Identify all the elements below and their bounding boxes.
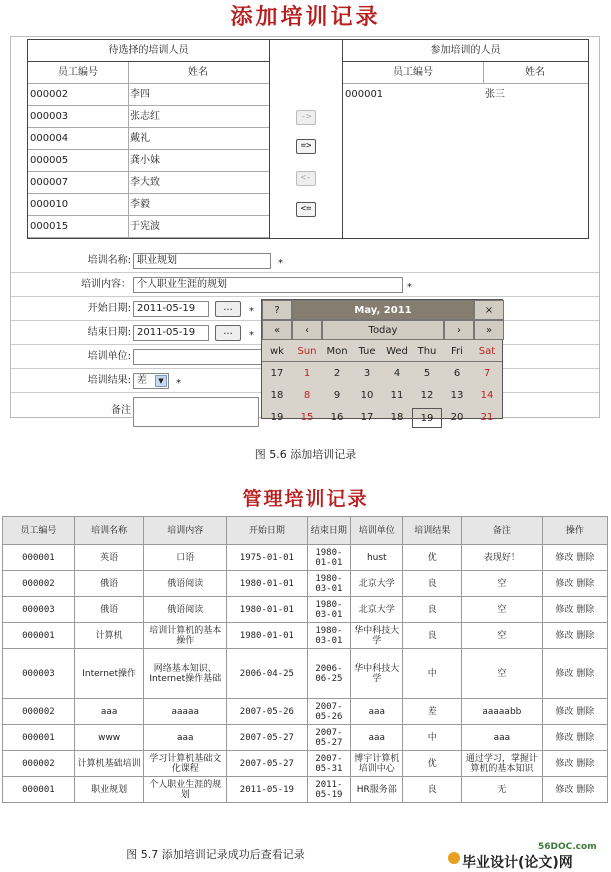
cell-id: 000001 [3, 623, 75, 649]
cell-result: 中 [403, 649, 462, 699]
calendar-title: May, 2011 [292, 300, 474, 320]
training-unit-label: 培训单位: [87, 351, 131, 362]
calendar-weekday-row [262, 342, 502, 362]
cell-unit: 北京大学 [351, 571, 403, 597]
cell-unit: aaa [351, 699, 403, 725]
weekday-thu: Thu [417, 346, 437, 357]
required-mark: * [176, 378, 181, 389]
edit-link[interactable]: 修改 [555, 758, 574, 769]
move-all-left-button[interactable]: <= [296, 202, 316, 217]
cell-unit: 北京大学 [351, 597, 403, 623]
cell-actions [542, 699, 607, 725]
cell-result: 优 [403, 751, 462, 777]
calendar-day[interactable]: 17 [360, 412, 374, 423]
calendar-week-label: wk [270, 346, 284, 357]
table-row [3, 597, 608, 623]
calendar-week-number: 18 [270, 390, 284, 401]
move-all-right-button[interactable]: => [296, 139, 316, 154]
delete-link[interactable]: 删除 [576, 552, 595, 563]
calendar-today-button[interactable]: Today [322, 320, 444, 340]
add-record-screenshot [10, 36, 600, 424]
candidates-panel [28, 40, 270, 238]
cell-end: 2011-05-19 [307, 777, 351, 803]
edit-link[interactable]: 修改 [555, 784, 574, 795]
cell-content: 口语 [144, 545, 227, 571]
delete-link[interactable]: 删除 [576, 604, 595, 615]
table-row [3, 751, 608, 777]
candidate-name: 张志红 [130, 111, 160, 122]
weekday-wed: Wed [386, 346, 408, 357]
cell-remark: 表现好！ [462, 545, 543, 571]
cell-id: 000003 [3, 649, 75, 699]
training-result-select[interactable] [133, 373, 169, 389]
cell-id: 000001 [3, 777, 75, 803]
table-row [3, 699, 608, 725]
cell-unit: hust [351, 545, 403, 571]
logo-globe-icon [448, 852, 460, 864]
calendar-day[interactable]: 18 [390, 412, 404, 423]
table-row [3, 777, 608, 803]
candidate-id: 000004 [30, 133, 69, 144]
cell-actions [542, 623, 607, 649]
cell-start: 2007-05-26 [227, 699, 308, 725]
remark-label: 备注 [111, 405, 131, 416]
start-date-input[interactable]: 2011-05-19 [133, 301, 209, 317]
remark-textarea[interactable] [133, 397, 259, 427]
cell-start: 2007-05-27 [227, 751, 308, 777]
candidate-name: 李四 [130, 89, 150, 100]
calendar-day[interactable]: 4 [393, 368, 401, 379]
training-name-label: 培训名称: [87, 255, 131, 266]
candidate-row[interactable] [28, 172, 269, 194]
cell-name: aaa [74, 699, 144, 725]
calendar-day[interactable]: 7 [483, 368, 491, 379]
delete-link[interactable]: 删除 [576, 758, 595, 769]
cell-end: 2007-05-27 [307, 725, 351, 751]
candidate-name: 李毅 [130, 199, 150, 210]
cell-remark: 空 [462, 649, 543, 699]
column-header: 培训名称 [74, 517, 144, 545]
cell-actions [542, 777, 607, 803]
candidate-name: 于宪波 [130, 221, 160, 232]
manage-records-title: 管理培训记录 [242, 488, 369, 510]
weekday-tue: Tue [358, 346, 376, 357]
edit-link[interactable]: 修改 [555, 706, 574, 717]
cell-unit: 博宇计算机培训中心 [351, 751, 403, 777]
candidate-id: 000002 [30, 89, 69, 100]
cell-content: aaaaa [144, 699, 227, 725]
cell-remark: aaaaabb [462, 699, 543, 725]
cell-start: 2011-05-19 [227, 777, 308, 803]
cell-name: 计算机 [74, 623, 144, 649]
end-date-picker-button[interactable]: ... [215, 325, 241, 341]
cell-id: 000002 [3, 751, 75, 777]
delete-link[interactable]: 删除 [576, 578, 595, 589]
cell-content: aaa [144, 725, 227, 751]
column-header: 备注 [462, 517, 543, 545]
weekday-mon: Mon [326, 346, 348, 357]
candidate-id: 000010 [30, 199, 69, 210]
cell-content: 俄语阅读 [144, 597, 227, 623]
calendar-week-number: 17 [270, 368, 284, 379]
table-row [3, 623, 608, 649]
cell-end: 1980-03-01 [307, 571, 351, 597]
cell-id: 000002 [3, 699, 75, 725]
participants-col-id: 员工编号 [393, 67, 433, 78]
cell-name: 俄语 [74, 571, 144, 597]
candidate-row[interactable] [28, 216, 269, 238]
edit-link[interactable]: 修改 [555, 604, 574, 615]
candidate-id: 000015 [30, 221, 69, 232]
calendar-next-month-button[interactable]: › [444, 320, 474, 340]
cell-unit: HR服务部 [351, 777, 403, 803]
calendar-next-year-button[interactable]: » [474, 320, 504, 340]
site-logo [448, 842, 610, 871]
candidate-row[interactable] [28, 84, 269, 106]
calendar-prev-year-button[interactable]: « [262, 320, 292, 340]
cell-result: 良 [403, 571, 462, 597]
required-mark: * [249, 306, 254, 317]
cell-result: 差 [403, 699, 462, 725]
calendar-day[interactable]: 5 [423, 368, 431, 379]
candidates-col-name: 姓名 [188, 67, 208, 78]
chevron-down-icon: ▼ [155, 375, 167, 387]
calendar-day[interactable]: 14 [480, 390, 494, 401]
cell-unit: 华中科技大学 [351, 623, 403, 649]
calendar-close-button[interactable]: × [474, 300, 504, 320]
required-mark: * [407, 282, 412, 293]
calendar-day[interactable]: 9 [333, 390, 341, 401]
delete-link[interactable]: 删除 [576, 630, 595, 641]
calendar-day[interactable]: 19 [412, 408, 442, 428]
calendar-week-row [262, 364, 502, 384]
cell-actions [542, 725, 607, 751]
move-one-left-button[interactable]: <- [296, 171, 316, 186]
cell-remark: 空 [462, 571, 543, 597]
cell-remark: aaa [462, 725, 543, 751]
calendar-day[interactable]: 12 [420, 390, 434, 401]
table-row [3, 649, 608, 699]
cell-content: 个人职业生涯的规划 [144, 777, 227, 803]
column-header: 培训结果 [403, 517, 462, 545]
table-row [3, 545, 608, 571]
calendar-day[interactable]: 13 [450, 390, 464, 401]
participant-id: 000001 [345, 89, 384, 100]
candidates-column-headers [28, 62, 269, 84]
cell-name: 计算机基础培训 [74, 751, 144, 777]
calendar-day[interactable]: 1 [303, 368, 311, 379]
cell-end: 1980-01-01 [307, 545, 351, 571]
cell-start: 2007-05-27 [227, 725, 308, 751]
weekday-sat: Sat [478, 346, 496, 357]
cell-result: 良 [403, 623, 462, 649]
calendar-day[interactable]: 10 [360, 390, 374, 401]
cell-start: 1980-01-01 [227, 597, 308, 623]
candidate-row[interactable] [28, 150, 269, 172]
candidates-header: 待选择的培训人员 [28, 40, 269, 62]
column-header: 开始日期 [227, 517, 308, 545]
cell-remark: 通过学习，掌握计算机的基本知识 [462, 751, 543, 777]
candidate-id: 000005 [30, 155, 69, 166]
figure-caption-5-6: 图 5.6 添加培训记录 [254, 448, 357, 461]
calendar-prev-month-button[interactable]: ‹ [292, 320, 322, 340]
participant-row[interactable] [343, 84, 588, 106]
cell-name: 英语 [74, 545, 144, 571]
calendar-week-row [262, 386, 502, 406]
cell-actions [542, 649, 607, 699]
cell-end: 2006-06-25 [307, 649, 351, 699]
table-row [3, 571, 608, 597]
cell-result: 良 [403, 777, 462, 803]
training-content-input[interactable]: 个人职业生涯的规划 [133, 277, 403, 293]
move-one-right-button[interactable]: -> [296, 110, 316, 125]
column-header: 培训内容 [144, 517, 227, 545]
edit-link[interactable]: 修改 [555, 578, 574, 589]
cell-start: 1980-01-01 [227, 571, 308, 597]
candidate-row[interactable] [28, 128, 269, 150]
calendar-day[interactable]: 16 [330, 412, 344, 423]
participants-panel [342, 40, 588, 238]
candidate-id: 000003 [30, 111, 69, 122]
candidates-col-id: 员工编号 [58, 67, 98, 78]
site-brand: 毕业设计(论文)网 [462, 855, 573, 871]
cell-name: 俄语 [74, 597, 144, 623]
cell-id: 000002 [3, 571, 75, 597]
cell-content: 学习计算机基础文化课程 [144, 751, 227, 777]
training-name-row [11, 249, 599, 273]
training-result-value: 差 [137, 375, 147, 386]
calendar-day[interactable]: 11 [390, 390, 404, 401]
figure-caption-5-7: 图 5.7 添加培训记录成功后查看记录 [126, 848, 305, 861]
training-result-label: 培训结果: [87, 375, 131, 386]
calendar-day[interactable]: 3 [363, 368, 371, 379]
column-header: 培训单位 [351, 517, 403, 545]
calendar-week-number: 19 [270, 412, 284, 423]
start-date-picker-button[interactable]: ... [215, 301, 241, 317]
trainee-picker [27, 39, 589, 239]
cell-actions [542, 751, 607, 777]
candidate-row[interactable] [28, 194, 269, 216]
delete-link[interactable]: 删除 [576, 706, 595, 717]
candidate-name: 李大致 [130, 177, 160, 188]
table-row [3, 725, 608, 751]
cell-content: 俄语阅读 [144, 571, 227, 597]
training-content-row [11, 273, 599, 297]
required-mark: * [278, 258, 283, 269]
delete-link[interactable]: 删除 [576, 784, 595, 795]
cell-content: 网络基本知识、Internet操作基础 [144, 649, 227, 699]
cell-end: 2007-05-31 [307, 751, 351, 777]
cell-start: 1980-01-01 [227, 623, 308, 649]
calendar-day[interactable]: 6 [453, 368, 461, 379]
column-header: 操作 [542, 517, 607, 545]
cell-content: 培训计算机的基本操作 [144, 623, 227, 649]
calendar-help-button[interactable]: ? [262, 300, 292, 320]
add-record-title: 添加培训记录 [230, 4, 381, 30]
cell-start: 1975-01-01 [227, 545, 308, 571]
cell-end: 2007-05-26 [307, 699, 351, 725]
cell-result: 中 [403, 725, 462, 751]
site-domain: 56DOC.com [538, 842, 597, 852]
cell-end: 1980-03-01 [307, 623, 351, 649]
calendar-day[interactable]: 8 [303, 390, 311, 401]
cell-result: 良 [403, 597, 462, 623]
cell-name: Internet操作 [74, 649, 144, 699]
cell-unit: 华中科技大学 [351, 649, 403, 699]
edit-link[interactable]: 修改 [555, 552, 574, 563]
cell-name: 职业规划 [74, 777, 144, 803]
date-picker-calendar [261, 299, 503, 424]
training-records-table [2, 516, 608, 803]
candidate-name: 龚小妹 [130, 155, 160, 166]
participant-name: 张三 [485, 89, 505, 100]
required-mark: * [249, 330, 254, 341]
edit-link[interactable]: 修改 [555, 732, 574, 743]
calendar-day[interactable]: 20 [450, 412, 464, 423]
move-buttons [270, 40, 342, 238]
candidate-name: 戴礼 [130, 133, 150, 144]
cell-actions [542, 571, 607, 597]
cell-remark: 空 [462, 623, 543, 649]
edit-link[interactable]: 修改 [555, 630, 574, 641]
training-name-input[interactable]: 职业规划 [133, 253, 271, 269]
cell-actions [542, 597, 607, 623]
cell-id: 000001 [3, 545, 75, 571]
candidate-row[interactable] [28, 106, 269, 128]
candidate-id: 000007 [30, 177, 69, 188]
cell-actions [542, 545, 607, 571]
calendar-day[interactable]: 15 [300, 412, 314, 423]
participants-header: 参加培训的人员 [343, 40, 588, 62]
cell-id: 000001 [3, 725, 75, 751]
end-date-label: 结束日期: [87, 327, 131, 338]
calendar-week-row [262, 408, 502, 428]
delete-link[interactable]: 删除 [576, 732, 595, 743]
cell-unit: aaa [351, 725, 403, 751]
column-header: 员工编号 [3, 517, 75, 545]
delete-link[interactable]: 删除 [576, 668, 595, 679]
cell-start: 2006-04-25 [227, 649, 308, 699]
calendar-day[interactable]: 2 [333, 368, 341, 379]
cell-id: 000003 [3, 597, 75, 623]
weekday-sun: Sun [297, 346, 317, 357]
participants-column-headers [343, 62, 588, 84]
cell-remark: 无 [462, 777, 543, 803]
edit-link[interactable]: 修改 [555, 668, 574, 679]
weekday-fri: Fri [451, 346, 463, 357]
start-date-label: 开始日期: [87, 303, 131, 314]
training-unit-input[interactable] [133, 349, 263, 365]
cell-name: www [74, 725, 144, 751]
end-date-input[interactable]: 2011-05-19 [133, 325, 209, 341]
column-header: 结束日期 [307, 517, 351, 545]
cell-end: 1980-03-01 [307, 597, 351, 623]
cell-result: 优 [403, 545, 462, 571]
participants-col-name: 姓名 [525, 67, 545, 78]
training-content-label: 培训内容： [81, 279, 131, 290]
calendar-day[interactable]: 21 [480, 412, 494, 423]
cell-remark: 空 [462, 597, 543, 623]
